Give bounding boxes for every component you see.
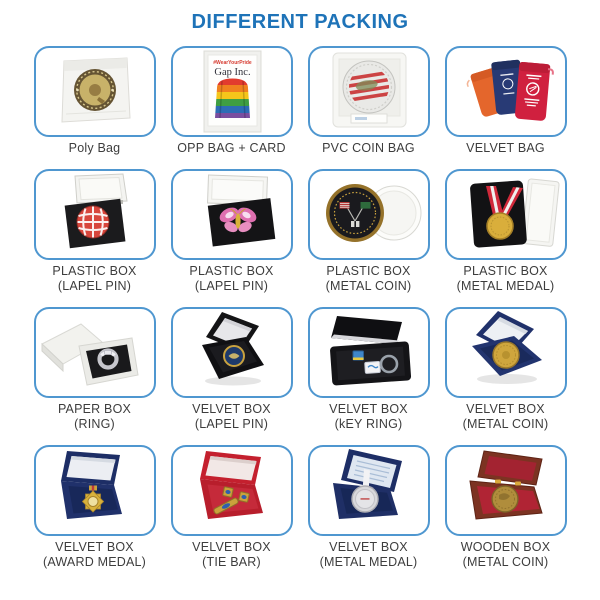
- plastic-box-metal-medal-image: [447, 171, 565, 258]
- packing-cell-velvet-box-award-medal: [34, 445, 156, 570]
- packing-label: [329, 402, 408, 432]
- packing-cell-plastic-box-metal-coin: [308, 169, 430, 294]
- label-line-1: Poly Bag: [68, 141, 121, 155]
- plastic-box-metal-coin-image: [310, 171, 428, 258]
- wooden-box-metal-coin-image: [447, 447, 565, 534]
- velvet-box-metal-medal-image: [310, 447, 428, 534]
- velvet-box-award-medal-image: [36, 447, 154, 534]
- plastic-box-lapel-pin-1-image: [36, 171, 154, 258]
- label-line-1: WOODEN BOX: [460, 540, 551, 554]
- pvc-coin-bag-image: [310, 48, 428, 135]
- packing-label: [461, 540, 551, 570]
- packing-grid: [0, 46, 600, 570]
- poly-bag-image: [36, 48, 154, 135]
- packing-label: [463, 402, 549, 432]
- label-line-1: VELVET BOX: [329, 540, 408, 554]
- paper-box-ring-image: [36, 309, 154, 396]
- label-line-1: VELVET BOX: [192, 540, 271, 554]
- label-line-1: VELVET BOX: [55, 540, 134, 554]
- label-line-1: OPP BAG + CARD: [177, 141, 286, 155]
- label-line-1: PAPER BOX: [57, 402, 132, 416]
- label-line-1: PLASTIC BOX: [52, 264, 137, 278]
- label-line-1: PVC COIN BAG: [322, 141, 415, 155]
- label-line-2: (METAL MEDAL): [319, 555, 418, 569]
- velvet-box-key-ring-image: [310, 309, 428, 396]
- packing-label: [177, 141, 286, 156]
- packing-cell-pvc-coin-bag: [308, 46, 430, 156]
- plastic-box-metal-coin-photo: [308, 169, 430, 260]
- packing-label: [192, 402, 271, 432]
- label-line-1: VELVET BOX: [329, 402, 408, 416]
- packing-label: [43, 540, 146, 570]
- velvet-box-lapel-pin-image: [173, 309, 291, 396]
- packing-label: [326, 264, 412, 294]
- label-line-1: VELVET BOX: [466, 402, 545, 416]
- label-line-2: (METAL MEDAL): [456, 279, 555, 293]
- label-line-1: PLASTIC BOX: [463, 264, 548, 278]
- packing-cell-velvet-box-tie-bar: [171, 445, 293, 570]
- packing-cell-paper-box-ring: [34, 307, 156, 432]
- velvet-box-tie-bar-image: [173, 447, 291, 534]
- label-line-2: (METAL COIN): [325, 279, 412, 293]
- label-line-2: (AWARD MEDAL): [42, 555, 147, 569]
- card-tag-text: #WearYourPride: [212, 60, 252, 66]
- packing-cell-plastic-box-metal-medal: [445, 169, 567, 294]
- label-line-2: (LAPEL PIN): [194, 279, 269, 293]
- packing-label: [322, 141, 415, 156]
- paper-box-ring-photo: [34, 307, 156, 398]
- pvc-coin-bag-photo: [308, 46, 430, 137]
- plastic-box-lapel-pin-2-photo: [171, 169, 293, 260]
- packing-cell-plastic-box-lapel-pin-2: [171, 169, 293, 294]
- packing-label: [192, 540, 271, 570]
- page-title: DIFFERENT PACKING: [191, 11, 409, 33]
- label-line-1: PLASTIC BOX: [326, 264, 411, 278]
- velvet-box-lapel-pin-photo: [171, 307, 293, 398]
- packing-label: [466, 141, 545, 156]
- packing-cell-wooden-box-metal-coin: [445, 445, 567, 570]
- label-line-1: PLASTIC BOX: [189, 264, 274, 278]
- opp-bag-card-photo: [171, 46, 293, 137]
- velvet-box-key-ring-photo: [308, 307, 430, 398]
- plastic-box-lapel-pin-2-image: [173, 171, 291, 258]
- packing-label: [52, 264, 136, 294]
- packing-cell-velvet-box-key-ring: [308, 307, 430, 432]
- packing-label: [320, 540, 418, 570]
- label-line-2: (METAL COIN): [462, 555, 549, 569]
- packing-cell-plastic-box-lapel-pin-1: [34, 169, 156, 294]
- label-line-2: (TIE BAR): [202, 555, 261, 569]
- velvet-box-metal-medal-photo: [308, 445, 430, 536]
- packing-label: [69, 141, 121, 156]
- velvet-box-tie-bar-photo: [171, 445, 293, 536]
- packing-cell-poly-bag: [34, 46, 156, 156]
- label-line-2: (RING): [74, 417, 115, 431]
- poly-bag-photo: [34, 46, 156, 137]
- plastic-box-metal-medal-photo: [445, 169, 567, 260]
- velvet-bag-image: [447, 48, 565, 135]
- packing-cell-velvet-box-metal-medal: [308, 445, 430, 570]
- label-line-1: VELVET BAG: [466, 141, 545, 155]
- packing-label: [189, 264, 273, 294]
- packing-label: [457, 264, 555, 294]
- opp-bag-card-image: [173, 48, 291, 135]
- label-line-2: (LAPEL PIN): [57, 279, 132, 293]
- velvet-box-metal-coin-image: [447, 309, 565, 396]
- wooden-box-metal-coin-photo: [445, 445, 567, 536]
- packing-cell-opp-bag-card: [171, 46, 293, 156]
- packing-cell-velvet-box-lapel-pin: [171, 307, 293, 432]
- packing-cell-velvet-bag: [445, 46, 567, 156]
- packing-label: [58, 402, 131, 432]
- packing-cell-velvet-box-metal-coin: [445, 307, 567, 432]
- label-line-2: (LAPEL PIN): [194, 417, 269, 431]
- card-brand-text: Gap Inc.: [213, 67, 251, 78]
- label-line-2: (METAL COIN): [462, 417, 549, 431]
- velvet-bag-photo: [445, 46, 567, 137]
- velvet-box-metal-coin-photo: [445, 307, 567, 398]
- label-line-2: (kEY RING): [334, 417, 403, 431]
- plastic-box-lapel-pin-1-photo: [34, 169, 156, 260]
- label-line-1: VELVET BOX: [192, 402, 271, 416]
- velvet-box-award-medal-photo: [34, 445, 156, 536]
